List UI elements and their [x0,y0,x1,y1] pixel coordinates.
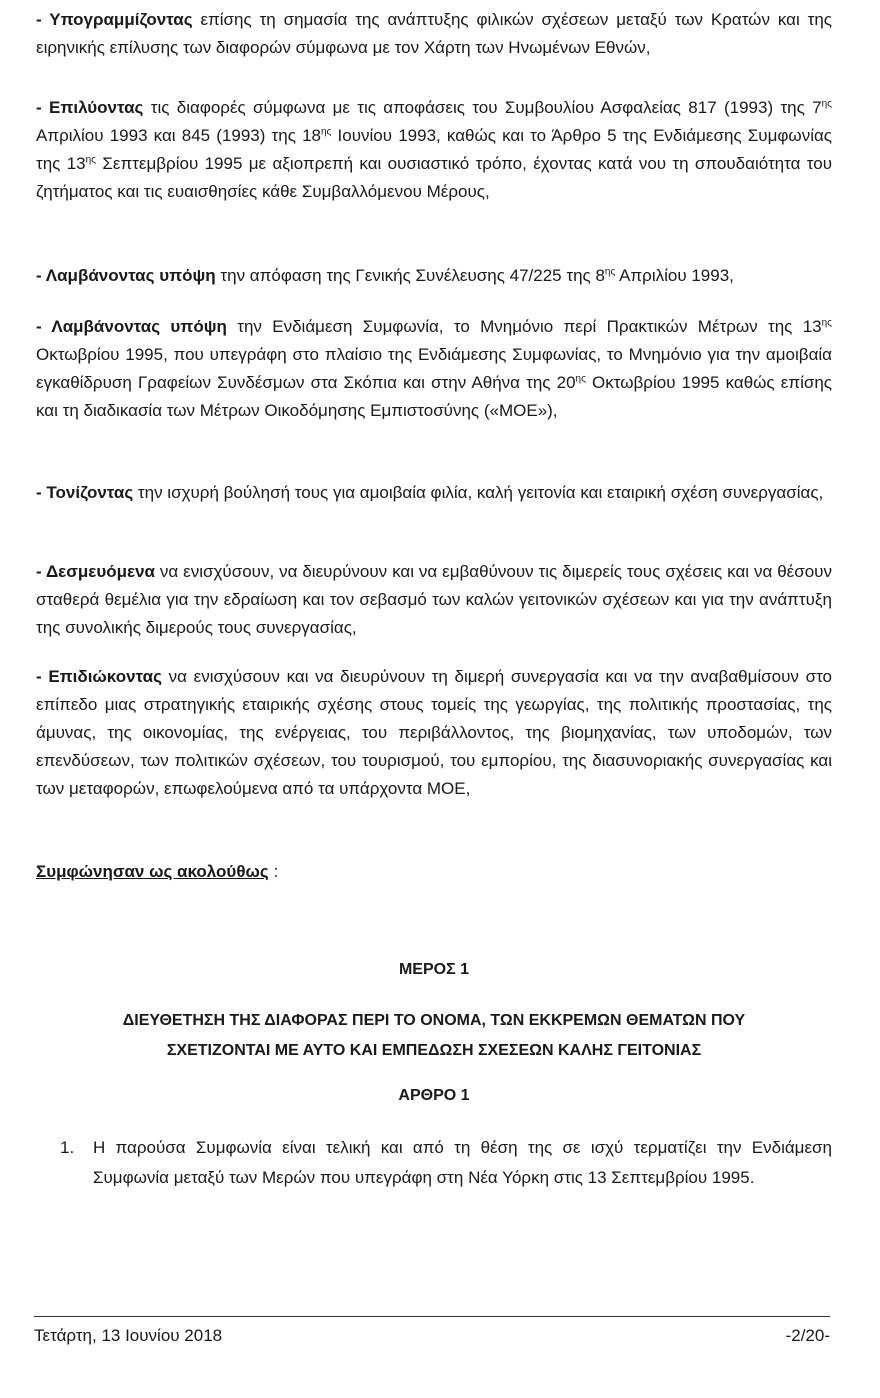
agreed-suffix: : [268,862,279,881]
paragraph-seeking [36,663,832,803]
ordinal-superscript: ης [321,126,332,138]
paragraph-text: Απριλίου 1993, [615,266,734,285]
paragraph-lead: - Τονίζοντας [36,483,134,502]
ordinal-superscript: ης [821,317,833,329]
ordinal-superscript: ης [604,266,616,278]
paragraph-text: Οκτωβρίου 1995, που υπεγράφη στο πλαίσιο της Ενδιάμεσης Συμφωνίας, το Μνημόνιο για την αμοιβαία εγκαθίδρυση Γραφείων Συνδέσμων στα Σκόπια και στην Αθήνα της 20 [36,345,832,392]
paragraph-underlining [36,6,832,62]
ordinal-superscript: ης [821,98,832,110]
paragraph-text: να ενισχύσουν, να διευρύνουν και να εμβαθύνουν τις διμερείς τους σχέσεις και να θέσουν σταθερά θεμέλια για την εδραίωση και τον σεβασμό των καλών γειτονικών σχέσεων και για την ανάπτυξη της συνολικής διμερούς τους συνεργασίας, [36,562,832,637]
paragraph-text: την Ενδιάμεση Συμφωνία, το Μνημόνιο περί Πρακτικών Μέτρων της 13 [226,317,822,336]
paragraph-general-assembly [36,262,832,290]
footer-divider [34,1316,830,1317]
paragraph-text: την απόφαση της Γενικής Συνέλευσης 47/225 της 8 [215,266,605,285]
page-number: -2/20- [785,1326,830,1345]
paragraph-lead: - Επιλύοντας [36,98,144,117]
part-subtitle-line-2: ΣΧΕΤΙΖΟΝΤΑΙ ΜΕ ΑΥΤΟ ΚΑΙ ΕΜΠΕΔΩΣΗ ΣΧΕΣΕΩΝ ΚΑΛΗΣ ΓΕΙΤΟΝΙΑΣ [166,1042,702,1059]
paragraph-lead: - Επιδιώκοντας [36,667,162,686]
paragraph-stressing [36,479,832,507]
paragraph-interim-accord [36,313,832,425]
ordinal-superscript: ης [85,154,97,166]
paragraph-lead: - Υπογραμμίζοντας [36,10,193,29]
part-subtitle-line-1: ΔΙΕΥΘΕΤΗΣΗ ΤΗΣ ΔΙΑΦΟΡΑΣ ΠΕΡΙ ΤΟ ΟΝΟΜΑ, ΤΩΝ ΕΚΚΡΕΜΩΝ ΘΕΜΑΤΩΝ ΠΟΥ [122,1012,746,1029]
part-title: ΜΕΡΟΣ 1 [398,961,470,978]
paragraph-text: Ιουνίου 1993, καθώς και το Άρθρο 5 της Ενδιάμεσης Συμφωνίας της 13 [36,126,832,173]
article-title: ΑΡΘΡΟ 1 [398,1087,470,1104]
paragraph-lead: - Δεσμευόμενα [36,562,155,581]
paragraph-text: επίσης τη σημασία της ανάπτυξης φιλικών σχέσεων μεταξύ των Κρατών και της ειρηνικής επίλυσης των διαφορών σύμφωνα με τον Χάρτη των Ηνωμένων Εθνών, [36,10,832,57]
paragraph-text: Σεπτεμβρίου 1995 με αξιοπρεπή και ουσιαστικό τρόπο, έχοντας κατά νου τη σπουδαιότητα του ζητήματος και τις ευαισθησίες κάθε Συμβαλλόμενου Μέρους, [36,154,832,201]
paragraph-lead: - Λαμβάνοντας υπόψη [36,317,227,336]
ordinal-superscript: ης [575,373,586,385]
paragraph-text: να ενισχύσουν και να διευρύνουν τη διμερή συνεργασία και να την αναβαθμίσουν στο επίπεδο μιας στρατηγικής εταιρικής σχέσης στους τομείς της γεωργίας, της πολιτικής προστασίας, της άμυνας, της οικονομίας, της ενέργειας, του περιβάλλοντος, της βιομηχανίας, των υποδομών, των επενδύσεων, των πολιτικών σχέσεων, του τουρισμού, του εμπορίου, της διασυνοριακής συνεργασίας και των μεταφορών, επωφελούμενα από τα υπάρχοντα ΜΟΕ, [36,667,833,798]
article-item-text: Η παρούσα Συμφωνία είναι τελική και από τη θέση της σε ισχύ τερματίζει την Ενδιάμεση Συμφωνία μεταξύ των Μερών που υπεγράφη στη Νέα Υόρκη στις 13 Σεπτεμβρίου 1995. [93,1138,832,1187]
paragraph-lead: - Λαμβάνοντας υπόψη [36,266,216,285]
footer-date: Τετάρτη, 13 Ιουνίου 2018 [34,1326,223,1345]
paragraph-text: Απριλίου 1993 και 845 (1993) της 18 [36,126,321,145]
article-item [60,1133,832,1193]
paragraph-text: Οκτωβρίου 1995 καθώς επίσης και τη διαδικασία των Μέτρων Οικοδόμησης Εμπιστοσύνης («ΜΟΕ»), [36,373,832,420]
paragraph-text: τις διαφορές σύμφωνα με τις αποφάσεις του Συμβουλίου Ασφαλείας 817 (1993) της 7 [143,98,822,117]
agreed-label: Συμφώνησαν ως ακολούθως [36,862,269,881]
article-item-number: 1. [60,1138,75,1157]
agreed-as-follows [36,858,278,886]
paragraph-committed [36,558,832,642]
paragraph-resolving [36,94,832,206]
paragraph-text: την ισχυρή βούλησή τους για αμοιβαία φιλία, καλή γειτονία και εταιρική σχέση συνεργασίας, [133,483,824,502]
